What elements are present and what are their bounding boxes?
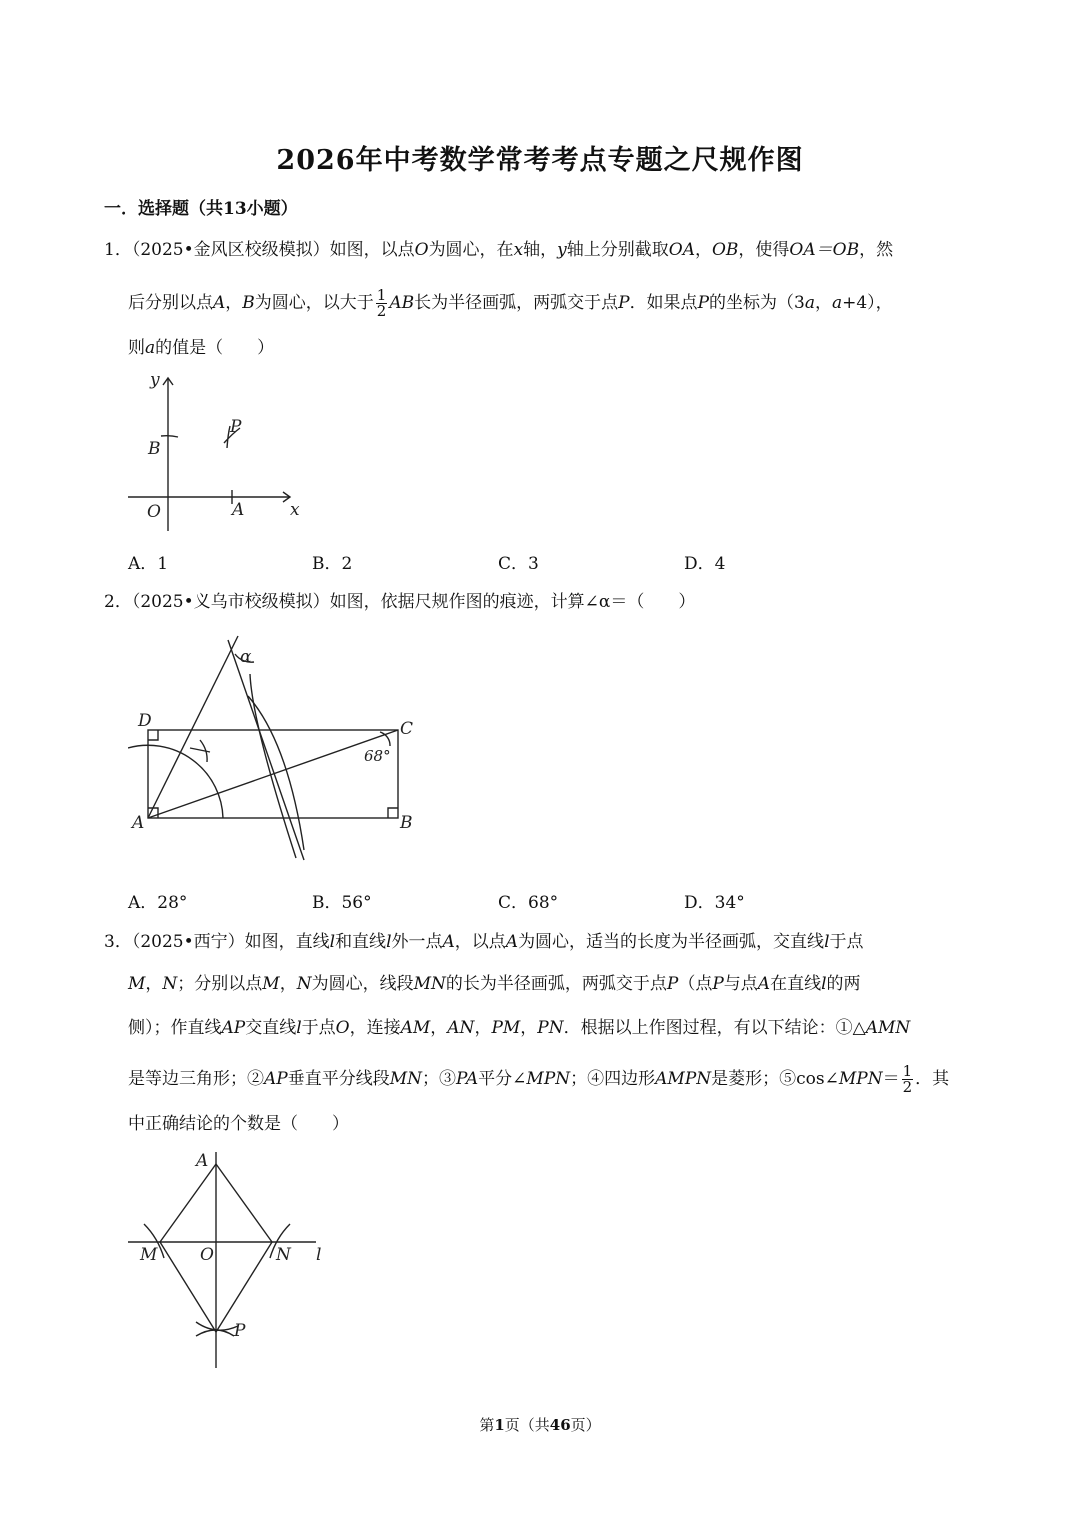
- q1-option-c: C．3: [498, 554, 539, 574]
- q2-figure: [128, 632, 428, 872]
- arc-left: [250, 674, 296, 858]
- fig-label-m: M: [140, 1245, 158, 1265]
- fig-label-x: x: [290, 500, 300, 520]
- fig-label-b: B: [148, 439, 161, 459]
- q2-option-b: B．56°: [312, 893, 372, 913]
- fig-label-n: N: [276, 1245, 291, 1265]
- right-angle-b: [388, 808, 398, 818]
- page-footer: 第1页（共46页）: [479, 1416, 601, 1434]
- segment-pn: [216, 1242, 272, 1332]
- arc-mark-p1: [196, 1322, 238, 1330]
- q3-line-1: 3．（2025•西宁）如图，直线l和直线l外一点A，以点A为圆心，适当的长度为半径画弧，交直线l于点: [104, 932, 864, 952]
- fig-label-68: 68°: [364, 747, 391, 765]
- angle-arc-c: [380, 732, 390, 746]
- arc-big: [128, 745, 223, 818]
- q3-line-3: 侧）；作直线AP交直线l于点O，连接AM，AN，PM，PN．根据以上作图过程，有以下结论：①△AMN: [128, 1018, 911, 1038]
- q1-line-3: 则a的值是（ ）: [128, 338, 275, 358]
- q3-figure: [120, 1146, 340, 1376]
- right-angle-d: [148, 730, 158, 740]
- segment-am: [160, 1164, 216, 1242]
- fig-label-c: C: [400, 719, 414, 739]
- q1-line-2: 后分别以点A，B为圆心，以大于 $\frac{1}{2}$ AB长为半径画弧，两弧交于点P．如果点P的坐标为（3a，a+4），: [128, 286, 893, 320]
- fig-label-a: A: [196, 1151, 209, 1171]
- fig-label-a: A: [232, 500, 245, 520]
- fig-label-b: B: [400, 813, 413, 833]
- arc-mark-1: [190, 748, 210, 752]
- q2-option-d: D．34°: [684, 893, 745, 913]
- q3-line-2: M，N；分别以点M，N为圆心，线段MN的长为半径画弧，两弧交于点P（点P与点A在直线l的两: [128, 974, 861, 994]
- fig-label-y: y: [150, 370, 160, 390]
- q1-line-1: 1．（2025•金风区校级模拟）如图，以点O为圆心，在x轴，y轴上分别截取OA，OB，使得OA＝OB，然: [104, 240, 894, 260]
- q1-option-b: B．2: [312, 554, 353, 574]
- q3-line-5: 中正确结论的个数是（ ）: [128, 1114, 349, 1134]
- q1-option-a: A．1: [128, 554, 169, 574]
- q1-figure: [118, 366, 318, 536]
- fraction: $\frac{1}{2}$: [902, 1062, 913, 1096]
- q3-line-4: 是等边三角形；②AP垂直平分线段MN；③PA平分∠MPN；④四边形AMPN是菱形；⑤cos∠MPN＝ $\frac{1}{2}$ ．其: [128, 1062, 950, 1096]
- fig-label-d: D: [138, 711, 152, 731]
- q2-option-c: C．68°: [498, 893, 559, 913]
- fig-label-p: P: [234, 1321, 246, 1341]
- arc-mark-b: [161, 436, 178, 437]
- fraction: $\frac{1}{2}$: [376, 286, 387, 320]
- fig-label-l: l: [316, 1245, 322, 1265]
- q1-option-d: D．4: [684, 554, 726, 574]
- page-title: 2026年中考数学常考考点专题之尺规作图: [276, 145, 804, 176]
- fig-label-a: A: [132, 813, 145, 833]
- fig-label-p: P: [230, 417, 242, 437]
- q2-line-1: 2．（2025•义乌市校级模拟）如图，依据尺规作图的痕迹，计算∠α＝（ ）: [104, 592, 696, 612]
- section-heading: 一．选择题（共13小题）: [104, 199, 298, 219]
- fig-label-alpha: α: [240, 647, 252, 667]
- fig-label-o: O: [200, 1245, 214, 1265]
- perpendicular-line: [228, 640, 304, 860]
- segment-an: [216, 1164, 272, 1242]
- q2-option-a: A．28°: [128, 893, 188, 913]
- fig-label-o: O: [147, 502, 161, 522]
